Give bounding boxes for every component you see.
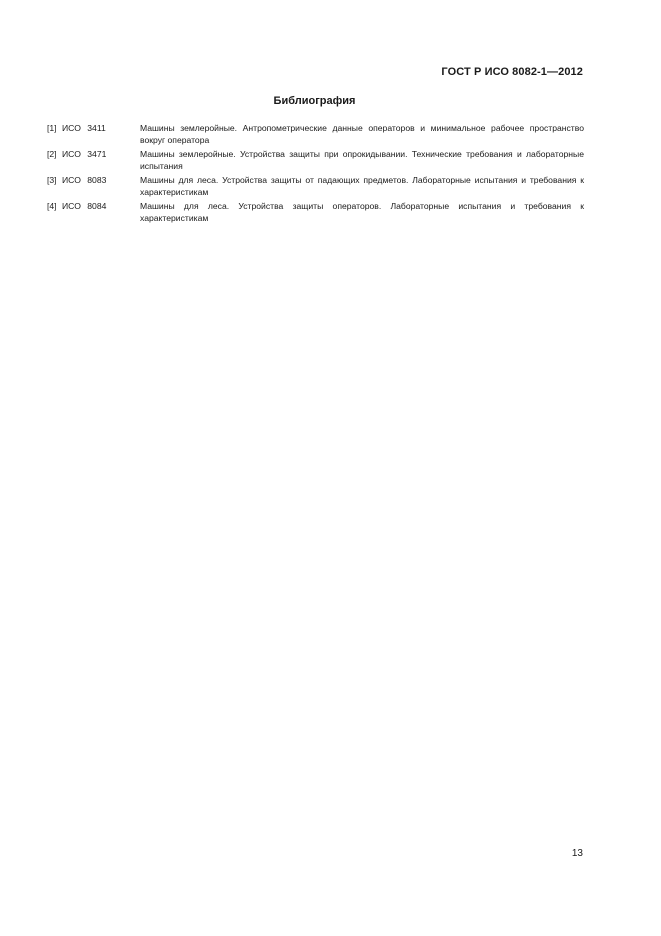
section-title: Библиография — [273, 95, 356, 107]
entry-title: Машины землеройные. Устройства защиты при опрокидывании. Технические требования и лабораторные испытания — [140, 149, 584, 171]
bibliography-entry — [47, 174, 584, 198]
entry-standard: ИСО 8083 — [62, 175, 107, 185]
entry-standard: ИСО 3411 — [62, 123, 106, 133]
page-number: 13 — [571, 848, 583, 859]
entry-title: Машины землеройные. Антропометрические данные операторов и минимальное рабочее пространство вокруг оператора — [140, 123, 584, 145]
document-standard-code: ГОСТ Р ИСО 8082-1—2012 — [441, 66, 583, 78]
entry-number: [1] — [47, 123, 57, 133]
entry-number: [3] — [47, 175, 57, 185]
entry-number: [4] — [47, 201, 57, 211]
entry-title: Машины для леса. Устройства защиты от падающих предметов. Лабораторные испытания и требования к характеристикам — [140, 175, 584, 197]
entry-number: [2] — [47, 149, 57, 159]
bibliography-entry — [47, 148, 584, 172]
entry-title: Машины для леса. Устройства защиты операторов. Лабораторные испытания и требования к характеристикам — [140, 201, 584, 223]
bibliography-list — [47, 122, 584, 226]
entry-standard: ИСО 3471 — [62, 149, 107, 159]
bibliography-entry — [47, 122, 584, 146]
bibliography-entry — [47, 200, 584, 224]
entry-standard: ИСО 8084 — [62, 201, 107, 211]
